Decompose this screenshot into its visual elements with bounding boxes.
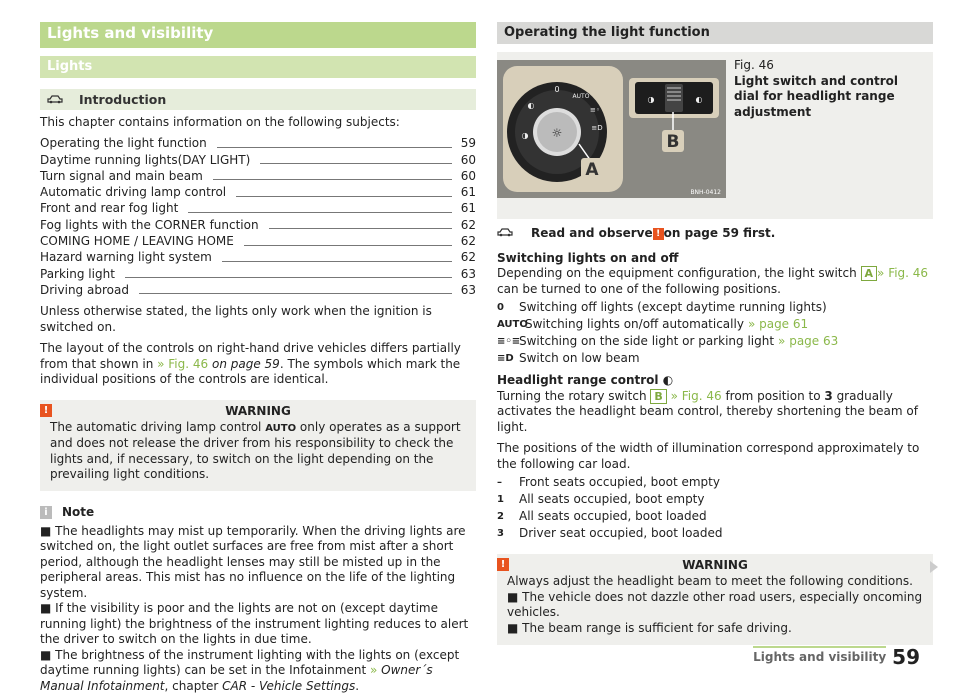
load-symbol: 1: [497, 493, 504, 505]
range-heading-label: Headlight range control: [497, 373, 663, 387]
toc-leader: [217, 147, 452, 148]
toc-page[interactable]: 62: [460, 234, 476, 249]
list-item: [497, 491, 933, 508]
footer-section: Lights and visibility: [753, 646, 886, 666]
text: gradually activates the headlight beam control, thereby shortening the beam of light.: [497, 388, 918, 434]
warning-text: Always adjust the headlight beam to meet the following conditions.: [507, 574, 913, 588]
position-text: Switching on the side light or parking light: [519, 333, 775, 348]
text: The automatic driving lamp control: [50, 419, 266, 434]
intro-heading: [40, 89, 476, 110]
warning-icon: !: [40, 404, 52, 417]
section-heading: Operating the light function: [497, 22, 933, 44]
toc-title[interactable]: Operating the light function: [40, 136, 207, 151]
text: from position to: [721, 388, 825, 403]
intro-heading-label: Introduction: [79, 91, 167, 107]
toc-page[interactable]: 61: [460, 201, 476, 216]
note-heading: [40, 505, 476, 521]
toc-row[interactable]: [40, 282, 476, 298]
switching-heading: Switching lights on and off: [497, 250, 679, 265]
toc-leader: [269, 228, 452, 229]
toc-leader: [222, 261, 452, 262]
toc-title[interactable]: Fog lights with the CORNER function: [40, 217, 259, 232]
position-symbol: AUTO: [497, 318, 528, 330]
manual-link[interactable]: »: [369, 663, 378, 678]
load-text: All seats occupied, boot loaded: [519, 508, 707, 523]
manual-title: Owner´s Manual Infotainment: [40, 663, 433, 693]
toc-row[interactable]: [40, 152, 476, 168]
car-icon: [47, 92, 63, 108]
switching-text: [497, 266, 933, 297]
continue-arrow-icon: [930, 561, 938, 573]
svg-text:AUTO: AUTO: [572, 93, 590, 100]
table-of-contents: [40, 136, 476, 299]
text: Turning the rotary switch: [497, 388, 651, 403]
svg-text:◑: ◑: [647, 95, 655, 104]
note-item: ■ The headlights may mist up temporarily. When the driving lights are switched on, the light outlet surfaces are free from mist after a short period, although the headlight lenses may still be misted up in the peripheral areas. This mist has no influence on the life of the lighting system.: [40, 523, 466, 600]
warning-box: [40, 400, 476, 491]
warning-icon: !: [653, 228, 664, 240]
figure-image: [497, 60, 726, 198]
load-text: Driver seat occupied, boot loaded: [519, 525, 723, 540]
auto-symbol: AUTO: [265, 422, 297, 434]
positions-list: [497, 299, 933, 367]
chapter-ref: CAR - Vehicle Settings: [222, 678, 356, 693]
figure-label: Fig. 46: [734, 58, 774, 72]
toc-row[interactable]: [40, 168, 476, 184]
list-item: [497, 299, 933, 316]
warning-title: [497, 558, 933, 574]
figure-code: BNH-0412: [690, 189, 721, 196]
warning-box: [497, 554, 933, 645]
list-item: [497, 333, 933, 350]
toc-row[interactable]: [40, 233, 476, 249]
load-symbol: 2: [497, 510, 504, 522]
warning-title: [40, 404, 476, 420]
toc-page[interactable]: 62: [460, 217, 476, 232]
list-item: [497, 525, 933, 542]
list-item: [497, 474, 933, 491]
toc-page[interactable]: 60: [460, 168, 476, 183]
paragraph-layout: [40, 341, 476, 388]
svg-text:◐: ◐: [695, 95, 703, 104]
load-symbol: –: [497, 476, 502, 488]
key-b: B: [650, 389, 666, 404]
text: , chapter: [164, 678, 223, 693]
intro-text: This chapter contains information on the following subjects:: [40, 115, 400, 129]
position-text: Switching lights on/off automatically: [525, 316, 744, 331]
load-symbol: 3: [497, 527, 504, 539]
toc-leader: [236, 196, 452, 197]
toc-row[interactable]: [40, 266, 476, 282]
position-symbol: ≡◦≡: [497, 335, 521, 347]
warning-text: [50, 420, 466, 483]
loads-list: [497, 474, 933, 542]
toc-page[interactable]: 63: [460, 282, 476, 297]
warning-title-label: WARNING: [682, 558, 748, 573]
toc-page[interactable]: 61: [460, 185, 476, 200]
note-title: Note: [62, 505, 95, 520]
right-column: [497, 22, 933, 645]
note-item: ■ If the visibility is poor and the lights are not on (except daytime running light) the brightness of the instrument lighting reduces to alert the driver to switch on the lights in due time.: [40, 601, 469, 647]
page-ref: on page 59: [208, 356, 280, 371]
toc-row[interactable]: [40, 201, 476, 217]
toc-title[interactable]: Driving abroad: [40, 282, 129, 297]
text: on page 59 first.: [663, 226, 776, 240]
position-text: Switch on low beam: [519, 350, 640, 365]
toc-page[interactable]: 62: [460, 250, 476, 265]
fig-link[interactable]: » Fig. 46: [157, 356, 209, 371]
text: can be turned to one of the following positions.: [497, 281, 781, 296]
text: The layout of the controls on right-hand drive vehicles differs partially from that shown in: [40, 341, 461, 371]
toc-title[interactable]: Daytime running lights(DAY LIGHT): [40, 152, 251, 167]
page-footer: [753, 644, 920, 669]
left-column: [40, 22, 476, 694]
load-text: All seats occupied, boot empty: [519, 491, 705, 506]
list-item: [497, 508, 933, 525]
toc-title[interactable]: Front and rear fog light: [40, 201, 179, 216]
fig-link[interactable]: » Fig. 46: [877, 266, 929, 280]
svg-text:≡◦: ≡◦: [590, 106, 600, 114]
callout-a: A: [585, 160, 599, 180]
page-link[interactable]: » page 63: [778, 333, 839, 348]
position-symbol: ≡D: [497, 352, 514, 364]
toc-row[interactable]: [40, 184, 476, 200]
toc-leader: [244, 245, 452, 246]
range-text: [497, 389, 933, 436]
toc-leader: [125, 277, 452, 278]
range-heading: [497, 373, 933, 389]
toc-leader: [188, 212, 451, 213]
svg-text:☼: ☼: [551, 126, 563, 140]
toc-title[interactable]: Turn signal and main beam: [40, 168, 203, 183]
svg-text:0: 0: [554, 85, 560, 94]
warning-item: ■ The vehicle does not dazzle other road users, especially oncoming vehicles.: [507, 589, 923, 619]
toc-page[interactable]: 59: [460, 136, 476, 151]
figure: [497, 52, 933, 219]
callout-b: B: [666, 132, 680, 152]
toc-page[interactable]: 63: [460, 266, 476, 281]
toc-title[interactable]: COMING HOME / LEAVING HOME: [40, 234, 234, 249]
chapter-title: Lights and visibility: [40, 22, 476, 48]
text: Read and observe: [531, 226, 653, 240]
warning-item: ■ The beam range is sufficient for safe driving.: [507, 620, 792, 635]
text: . The symbols which mark the individual positions of the controls are identical.: [40, 356, 461, 387]
text: ■ The brightness of the instrument lighting with the lights on (except daytime running lights) can be set in the Infotainment: [40, 647, 460, 678]
section-title: Lights: [40, 56, 476, 78]
warning-icon: !: [497, 558, 509, 571]
toc-row[interactable]: [40, 136, 476, 152]
list-item: [497, 316, 933, 333]
position-text: Switching off lights (except daytime running lights): [519, 299, 827, 314]
width-text: The positions of the width of illumination correspond approximately to the following car load.: [497, 441, 920, 471]
fig-link[interactable]: » Fig. 46: [666, 388, 722, 403]
light-switch-illustration: [497, 60, 726, 198]
toc-leader: [139, 293, 452, 294]
text: only operates as a support and does not release the driver from his responsibility to check the lights and, if necessary, to switch on the light depending on the prevailing light conditions.: [50, 419, 461, 482]
text: .: [355, 678, 360, 693]
page-number: 59: [892, 644, 920, 669]
text: Depending on the equipment configuration, the light switch: [497, 266, 861, 280]
svg-text:◐: ◐: [527, 101, 535, 110]
note-item: [40, 648, 476, 694]
warning-title-label: WARNING: [225, 404, 291, 419]
position-number: 3: [824, 388, 833, 403]
key-a: A: [861, 266, 878, 281]
headlight-range-icon: ◐: [662, 373, 674, 387]
note-icon: i: [40, 506, 52, 519]
toc-leader: [260, 163, 451, 164]
toc-title[interactable]: Hazard warning light system: [40, 250, 212, 265]
toc-title[interactable]: Automatic driving lamp control: [40, 185, 227, 200]
position-symbol: 0: [497, 301, 504, 313]
paragraph-ignition: Unless otherwise stated, the lights only work when the ignition is switched on.: [40, 304, 432, 334]
toc-page[interactable]: 60: [460, 152, 476, 167]
read-observe: [497, 226, 933, 242]
load-text: Front seats occupied, boot empty: [519, 474, 720, 489]
list-item: [497, 350, 933, 367]
car-icon: [497, 226, 513, 242]
figure-caption: [726, 52, 933, 219]
toc-row[interactable]: [40, 250, 476, 266]
svg-text:◑: ◑: [521, 131, 529, 140]
toc-title[interactable]: Parking light: [40, 266, 115, 281]
toc-row[interactable]: [40, 217, 476, 233]
svg-text:≡D: ≡D: [591, 124, 603, 132]
figure-caption-text: Light switch and control dial for headlight range adjustment: [734, 73, 899, 119]
page-link[interactable]: » page 61: [747, 316, 809, 331]
toc-leader: [213, 179, 452, 180]
